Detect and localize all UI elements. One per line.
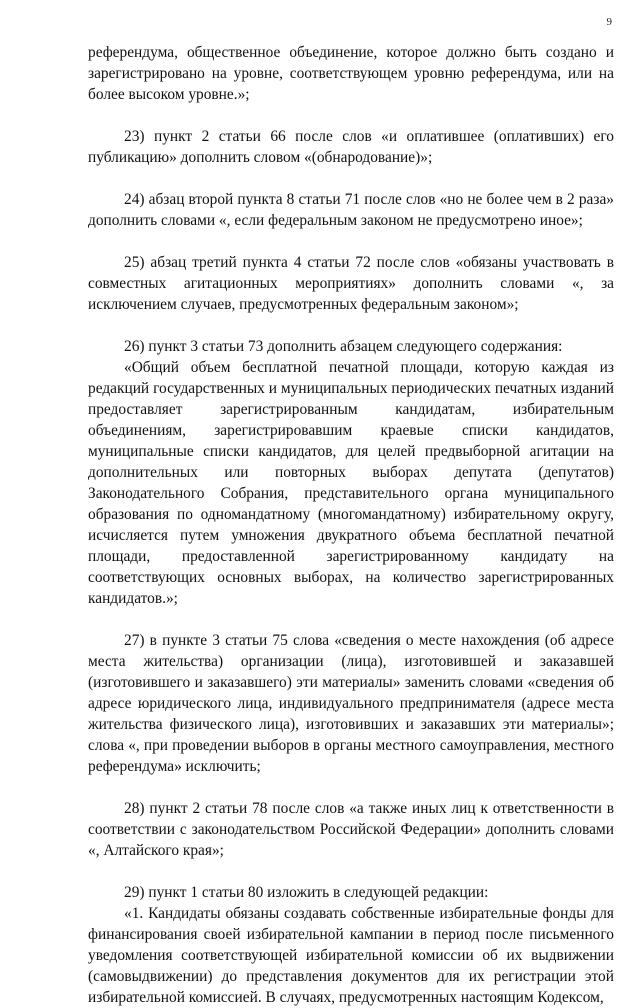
- paragraph-item-23: 23) пункт 2 статьи 66 после слов «и оплатившее (оплативших) его публикацию» дополнить словом «(обнародование)»;: [88, 128, 614, 166]
- paragraph-item-29-quote: «1. Кандидаты обязаны создавать собственные избирательные фонды для финансирования своей избирательной кампании в период после письменного уведомления соответствующей избирательной комиссии об их выдвижении (самовыдвижении) до представления документов для их регистрации этой избирательной комиссией. В случаях, предусмотренных настоящим Кодексом,: [88, 905, 614, 1006]
- paragraph-item-29: 29) пункт 1 статьи 80 изложить в следующей редакции:: [124, 884, 489, 901]
- paragraph-item-26-quote: «Общий объем бесплатной печатной площади, которую каждая из редакций государственных и муниципальных периодических печатных изданий предоставляет зарегистрированным кандидатам, избирательным объединениям, зарегистрировавшим краевые списки кандидатов, муниципальные списки кандидатов, для целей предвыборной агитации на дополнительных или повторных выборах депутата (депутатов) Законодательного Собрания, представительного органа муниципального образования по одномандатному (многомандатному) избирательному округу, исчисляется путем умножения двукратного объема бесплатной печатной площади, предоставленной зарегистрированному кандидату на соответствующих основных выборах, на количество зарегистрированных кандидатов.»;: [88, 359, 614, 607]
- paragraph-referendum-continuation: референдума, общественное объединение, которое должно быть создано и зарегистрировано на уровне, соответствующем уровню референдума, или на более высоком уровне.»;: [88, 44, 614, 103]
- paragraph-item-26: 26) пункт 3 статьи 73 дополнить абзацем следующего содержания:: [124, 338, 563, 355]
- paragraph-item-25: 25) абзац третий пункта 4 статьи 72 после слов «обязаны участвовать в совместных агитационных мероприятиях» дополнить словами «, за исключением случаев, предусмотренных федеральным законом»;: [88, 254, 614, 313]
- paragraph-item-27: 27) в пункте 3 статьи 75 слова «сведения о месте нахождения (об адресе места жительства) организации (лица), изготовившей и заказавшей (изготовившего и заказавшего) эти материалы» заменить словами «сведения об адресе юридического лица, индивидуального предпринимателя (адресе места жительства физического лица), изготовивших и заказавших эти материалы»; слова «, при проведении выборов в органы местного самоуправления, местного референдума» исключить;: [88, 632, 614, 775]
- paragraph-item-28: 28) пункт 2 статьи 78 после слов «а также иных лиц к ответственности в соответствии с законодательством Российской Федерации» дополнить словами «, Алтайского края»;: [88, 800, 614, 859]
- document-body: [88, 42, 614, 1008]
- paragraph-item-24: 24) абзац второй пункта 8 статьи 71 после слов «но не более чем в 2 раза» дополнить словами «, если федеральным законом не предусмотрено иное»;: [88, 191, 614, 229]
- page-number: 9: [606, 16, 612, 28]
